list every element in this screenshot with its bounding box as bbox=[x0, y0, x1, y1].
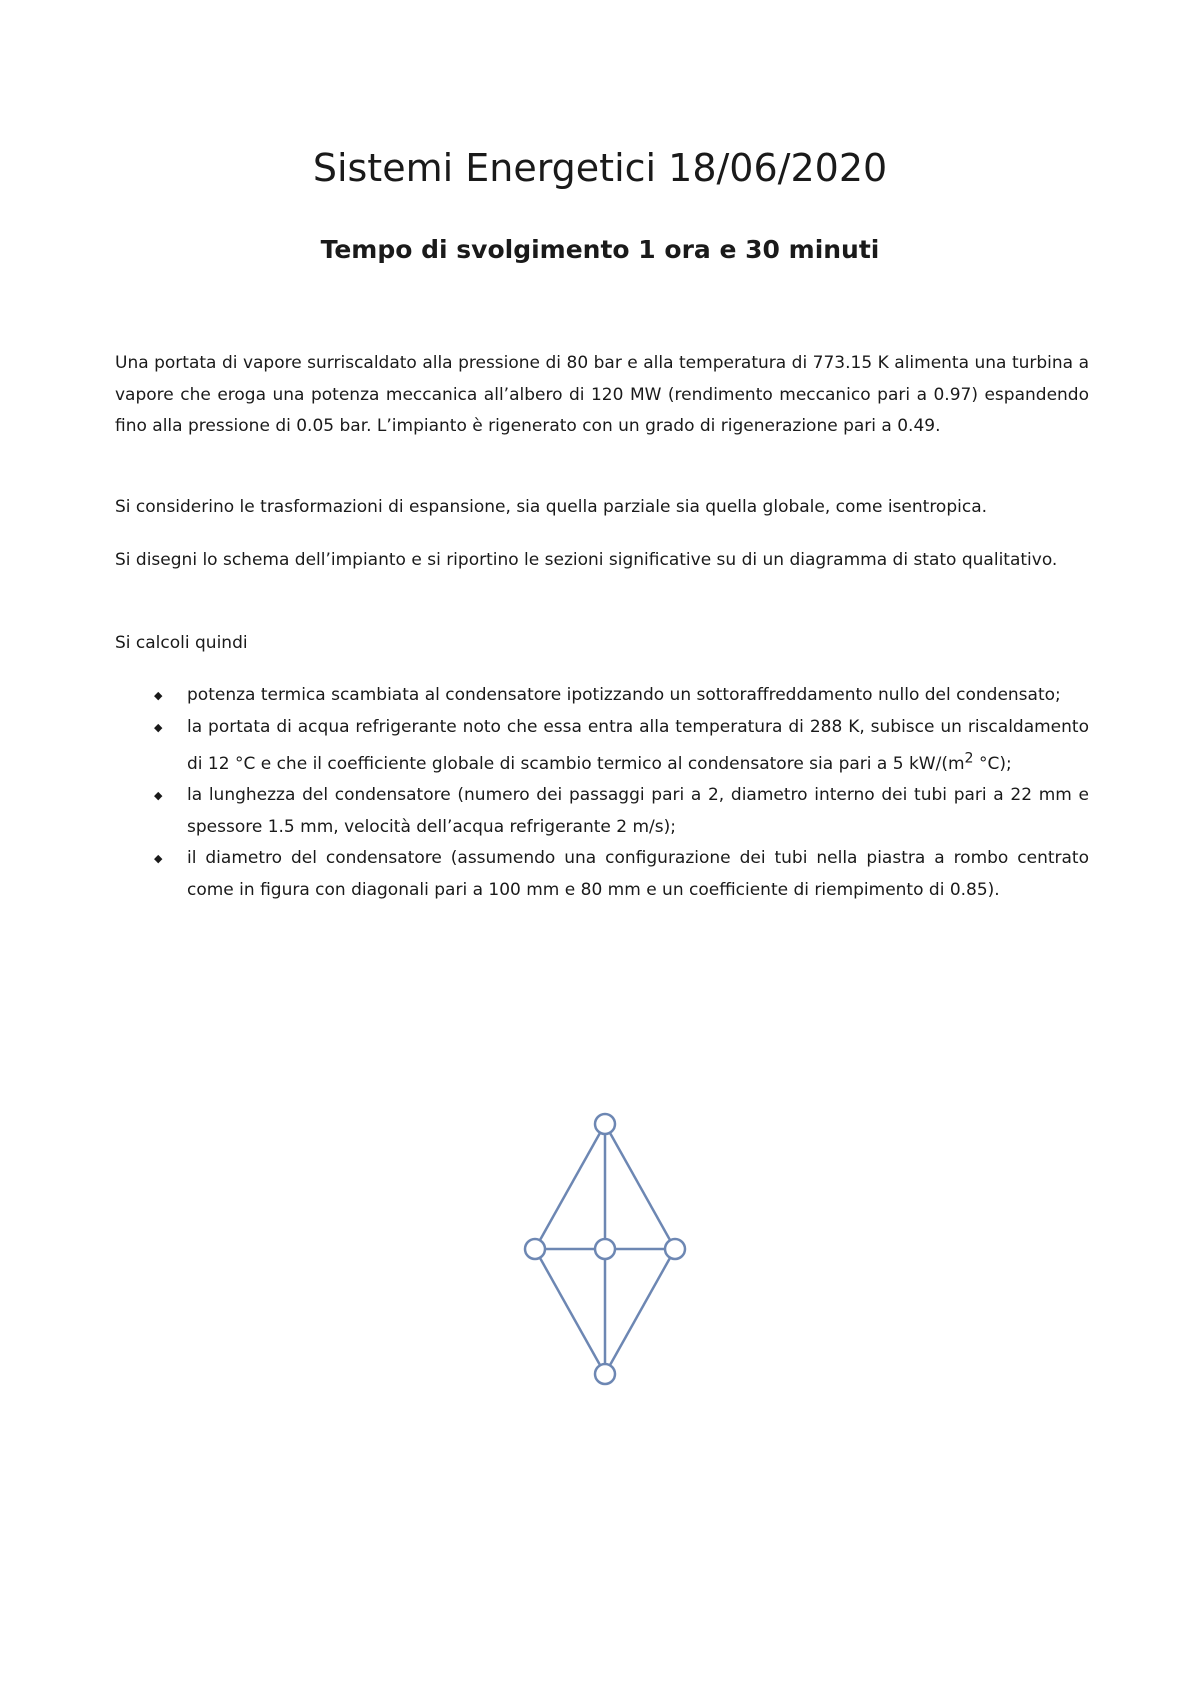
rhombus-edge bbox=[535, 1249, 605, 1374]
list-item-text: potenza termica scambiata al condensatore ipotizzando un sottoraffreddamento nullo del condensato; bbox=[187, 685, 1061, 705]
tube-layout-diagram bbox=[520, 1110, 690, 1390]
problem-statement-paragraph: Una portata di vapore surriscaldato alla pressione di 80 bar e alla temperatura di 773.15 K alimenta una turbina a vapore che eroga una potenza meccanica all’albero di 120 MW (rendimento meccanico pari a 0.97) espandendo fino alla pressione di 0.05 bar. L’impianto è rigenerato con un grado di rigenerazione pari a 0.49. bbox=[115, 353, 1089, 436]
list-item-text-part: la portata di acqua refrigerante noto che essa entra alla temperatura di 288 K, subisce un riscaldamento di 12 °C e che il coefficiente globale di scambio termico al condensatore sia pari a 5 kW/(m bbox=[187, 716, 1089, 774]
tube-node-top bbox=[595, 1114, 615, 1134]
list-item bbox=[115, 680, 1089, 712]
diamond-bullet-icon: ◆ bbox=[154, 852, 163, 866]
diamond-bullet-icon: ◆ bbox=[154, 720, 163, 734]
list-item-text-part: °C); bbox=[973, 753, 1012, 774]
diamond-bullet-icon: ◆ bbox=[154, 689, 163, 702]
diamond-bullet-icon: ◆ bbox=[154, 789, 163, 803]
drawing-instruction-paragraph: Si disegni lo schema dell’impianto e si riportino le sezioni significative su di un diagramma di stato qualitativo. bbox=[115, 550, 1058, 570]
tube-node-left bbox=[525, 1239, 545, 1259]
assumption-paragraph: Si considerino le trasformazioni di espansione, sia quella parziale sia quella globale, come isentropica. bbox=[115, 497, 988, 517]
tube-node-bottom bbox=[595, 1364, 615, 1384]
list-item bbox=[115, 843, 1089, 906]
superscript-exponent: 2 bbox=[964, 750, 974, 766]
list-item bbox=[115, 712, 1089, 781]
rhombus-edge bbox=[535, 1124, 605, 1249]
document-subtitle: Tempo di svolgimento 1 ora e 30 minuti bbox=[320, 235, 880, 264]
list-item bbox=[115, 780, 1089, 843]
list-item-text bbox=[187, 717, 1089, 774]
calculation-task-list bbox=[115, 680, 1089, 906]
document-title: Sistemi Energetici 18/06/2020 bbox=[312, 146, 888, 190]
rhombus-edge bbox=[605, 1249, 675, 1374]
calculation-intro-paragraph: Si calcoli quindi bbox=[115, 633, 248, 653]
rhombus-edge bbox=[605, 1124, 675, 1249]
tube-node-center bbox=[595, 1239, 615, 1259]
list-item-text: la lunghezza del condensatore (numero dei passaggi pari a 2, diametro interno dei tubi pari a 22 mm e spessore 1.5 mm, velocità dell’acqua refrigerante 2 m/s); bbox=[187, 785, 1089, 837]
list-item-text: il diametro del condensatore (assumendo una configurazione dei tubi nella piastra a rombo centrato come in figura con diagonali pari a 100 mm e 80 mm e un coefficiente di riempimento di 0.85). bbox=[187, 848, 1089, 900]
tube-node-right bbox=[665, 1239, 685, 1259]
